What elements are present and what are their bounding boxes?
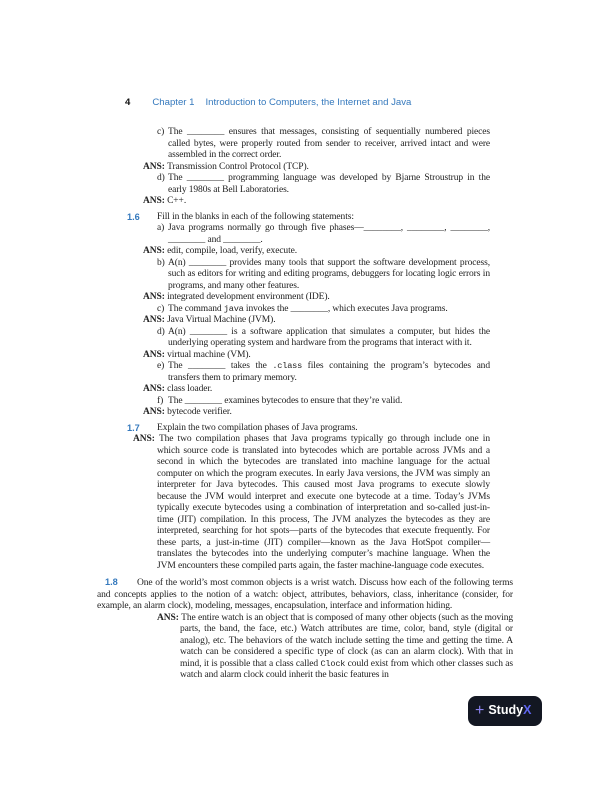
text-run: virtual machine (VM). (167, 349, 251, 360)
text-run: C++. (167, 196, 187, 206)
badge-brand-study: Study (488, 703, 524, 718)
exercise-number: 1.6 (127, 212, 140, 222)
content (0, 127, 612, 682)
answer-label: ANS: (143, 196, 165, 206)
text-run: The command (168, 303, 224, 314)
plus-icon: + (475, 702, 485, 719)
answer (143, 384, 490, 396)
exercise-part-c (143, 304, 490, 316)
part-letter: e) (157, 361, 165, 371)
answer-label: ANS: (143, 349, 165, 360)
part-letter: a) (157, 223, 165, 233)
exercise-1.8 (97, 577, 513, 613)
part-letter: f) (157, 395, 164, 406)
answer-label: ANS: (143, 315, 165, 325)
answer-label: ANS: (143, 407, 165, 417)
text-run: bytecode verifier. (167, 407, 232, 417)
text-run: Java programs normally go through five phases—________, ________, ________, ________ and ________. (168, 223, 490, 245)
code-text: Clock (320, 658, 346, 669)
page-number: 4 (125, 97, 131, 108)
exercise-part-d (143, 327, 490, 350)
exercise-part-f (143, 396, 490, 408)
exercise-1.7 (127, 423, 490, 435)
part-letter: c) (157, 127, 165, 137)
text-run: integrated development environment (IDE). (167, 292, 330, 302)
code-text: .class (272, 361, 303, 371)
exercise-part-a (143, 223, 490, 246)
text-run: The ________ ensures that messages, consisting of sequentially numbered pieces called bytes, were properly routed from sender to receiver, arrived intact and were assembled in the correct order. (168, 127, 490, 160)
text-run: The ________ examines bytecodes to ensure that they’re valid. (168, 395, 403, 406)
text-run: The ________ programming language was developed by Bjarne Stroustrup in the early 1980s at Bell Laboratories. (168, 173, 490, 195)
exercise-part-e (143, 361, 490, 384)
answer (143, 162, 490, 174)
answer (143, 350, 490, 362)
text-run: class loader. (167, 384, 213, 394)
text-run: Fill in the blanks in each of the following statements: (157, 211, 354, 222)
text-run: The ________ takes the (168, 361, 273, 371)
answer (157, 613, 513, 682)
answer-label: ANS: (143, 384, 165, 394)
exercise-1.6 (127, 212, 490, 224)
studyx-badge[interactable] (468, 696, 542, 726)
text-run: Transmission Control Protocol (TCP). (167, 161, 309, 172)
text-run: One of the world’s most common objects is a wrist watch. Discuss how each of the following terms and concepts applies to the notion of a watch: object, attributes, behaviors, class, inheritance (consider, for example, an alarm clock), modeling, messages, encapsulation, interface and information hiding. (97, 578, 513, 611)
part-letter: c) (157, 303, 165, 314)
answer-label: ANS: (143, 161, 165, 172)
page-header (125, 97, 411, 108)
exercise-part-b (143, 258, 490, 293)
text-run: A(n) ________ provides many tools that support the software development process, such as editors for writing and editing programs, debuggers for locating logic errors in programs, and many other features. (168, 257, 490, 291)
text-run: invokes the ________, which executes Java programs. (243, 303, 448, 314)
answer-label: ANS: (143, 246, 165, 256)
text-run: could exist from which other classes such as watch and alarm clock could inherit the basic features in (180, 658, 513, 680)
chapter-label: Chapter 1 (152, 97, 195, 108)
exercise-part-d (143, 173, 490, 196)
answer (133, 434, 490, 572)
exercise-part-c (143, 127, 490, 162)
answer-label: ANS: (157, 612, 179, 623)
text-run: Java Virtual Machine (JVM). (167, 315, 276, 325)
answer (143, 407, 490, 419)
badge-brand-x: X (523, 703, 532, 718)
answer (143, 292, 490, 304)
text-run: The entire watch is an object that is composed of many other objects (such as the moving parts, the band, the face, etc.) Watch attributes are time, color, band, style (digital or analog), etc. The behaviors of the watch include setting the time and getting the time. A watch can be considered a specific type of clock (as can an alarm clock). With that in mind, it is possible that a class called (180, 612, 514, 669)
answer-label: ANS: (143, 292, 165, 302)
part-letter: d) (157, 173, 165, 183)
answer (143, 196, 490, 208)
text-run: The two compilation phases that Java programs typically go through include one in which source code is translated into bytecodes which are portable across JVMs and a second in which the bytecodes are translated into machine language for the actual computer on which the program executes. In early Java versions, the JVM was simply an interpreter for Java bytecodes. This caused most Java programs to execute slowly because the JVM would interpret and execute one bytecode at a time. Today’s JVMs typically execute bytecodes using a combination of interpretation and so-called just-in-time (JIT) compilation. In this process, The JVM analyzes the bytecodes as they are interpreted, searching for hot spots—parts of the bytecodes that execute frequently. For these parts, a just-in-time (JIT) compiler—known as the Java HotSpot compiler—translates the bytecodes into the underlying computer’s machine language. When the JVM encounters these compiled parts again, the faster machine-language code executes. (157, 434, 490, 571)
answer-label: ANS: (133, 434, 155, 444)
code-text: java (223, 303, 244, 314)
exercise-number: 1.7 (127, 423, 140, 433)
text-run: A(n) ________ is a software application that simulates a computer, but hides the underlying operating system and hardware from the programs that interact with it. (168, 326, 490, 348)
text-run: edit, compile, load, verify, execute. (167, 246, 298, 256)
answer (143, 246, 490, 258)
part-letter: b) (157, 257, 165, 268)
text-run: Explain the two compilation phases of Java programs. (157, 422, 358, 433)
exercise-number: 1.8 (105, 577, 118, 587)
part-letter: d) (157, 326, 165, 337)
chapter-title: Introduction to Computers, the Internet and Java (205, 97, 412, 108)
answer (143, 315, 490, 327)
text-run: files containing the program’s bytecodes and transfers them to primary memory. (168, 361, 490, 383)
